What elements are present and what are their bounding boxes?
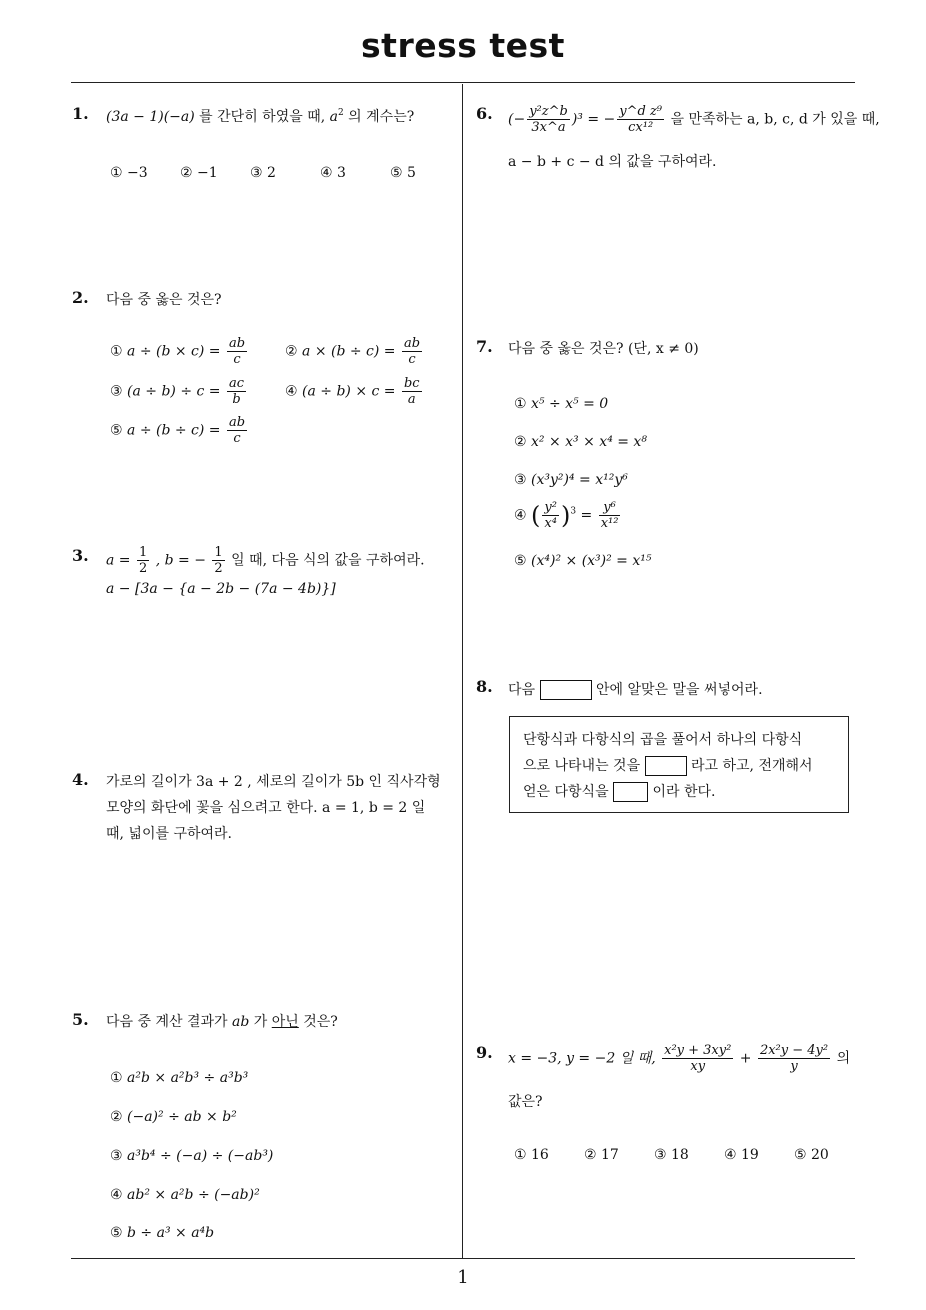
choice-3[interactable]: ③ a³b⁴ ÷ (−a) ÷ (−ab³) [110,1148,274,1164]
question-text: (3a − 1)(−a) 를 간단히 하였을 때, $a^2$ 의 계수는? [106,108,415,125]
answer-blank-1[interactable] [645,756,687,776]
choice-3[interactable]: ③ 2 [250,165,276,181]
definition-box [509,716,849,813]
question-number: 7. [476,337,493,356]
question-number: 5. [72,1010,89,1029]
choice-4[interactable]: ④ 19 [724,1147,759,1163]
question-line-1: 가로의 길이가 3a + 2 , 세로의 길이가 5b 인 직사각형 [106,774,441,790]
choice-1[interactable]: ① a ÷ (b × c) = $\frac{ab}{c}$ [110,336,246,367]
question-line-2: 값은? [508,1094,543,1110]
page-title: stress test [361,26,565,65]
question-text: a = $\frac{1}{2}$ , b = − $\frac{1}{2}$ 일 때, 다음 식의 값을 구하여라. [106,545,425,576]
choice-2[interactable]: ② 17 [584,1147,619,1163]
choice-1[interactable]: ① −3 [110,165,148,181]
question-number: 1. [72,104,89,123]
choice-5[interactable]: ⑤ (x⁴)² × (x³)² = x¹⁵ [514,553,652,569]
choice-3[interactable]: ③ (x³y²)⁴ = x¹²y⁶ [514,472,628,488]
question-text: 다음 중 옳은 것은? [106,292,222,308]
question-text: (− $\frac{\text{y²z\textasciicircum{}b}}{3x\^{}a}$ )³ = − $\frac{\text{y\textasciicircum{}d z⁹}}{\text{cx¹²}}$ 을 만족하는 a, b, c, d 가 있을 때, [508,104,880,135]
choice-2[interactable]: ② −1 [180,165,218,181]
top-rule [71,82,855,83]
question-line-2: a − b + c − d 의 값을 구하여라. [508,154,717,170]
question-text: 다음 중 옳은 것은? (단, x ≠ 0) [508,341,699,357]
choice-4[interactable]: ④ (a ÷ b) × c = $\frac{bc}{a}$ [285,376,420,407]
question-text: x = −3, y = −2 일 때, $\frac{\text{x²y + 3xy²}}{xy}$ + $\frac{\text{2x²y − 4y²}}{y}$ 의 [508,1043,851,1074]
question-line-2: 모양의 화단에 꽃을 심으려고 한다. a = 1, b = 2 일 [106,800,426,816]
choice-4[interactable]: ④ 3 [320,165,346,181]
question-text: 다음 안에 알맞은 말을 써넣어라. [508,682,763,698]
choice-2[interactable]: ② a × (b ÷ c) = $\frac{ab}{c}$ [285,336,421,367]
choice-5[interactable]: ⑤ a ÷ (b ÷ c) = $\frac{ab}{c}$ [110,415,246,446]
choice-1[interactable]: ① a²b × a²b³ ÷ a³b³ [110,1070,249,1086]
expression: a − [3a − {a − 2b − (7a − 4b)}] [106,581,336,597]
choice-4[interactable]: ④ ( $\frac{\text{y²}}{\text{x⁴}}$ )$^3$ = $\frac{\text{y⁶}}{\text{x¹²}}$ [514,500,619,531]
question-number: 2. [72,288,89,307]
question-line-3: 때, 넓이를 구하여라. [106,826,232,842]
box-line-2: 으로 나타내는 것을 라고 하고, 전개해서 [523,758,813,774]
choice-1[interactable]: ① 16 [514,1147,549,1163]
choice-3[interactable]: ③ (a ÷ b) ÷ c = $\frac{ac}{b}$ [110,376,245,407]
question-number: 8. [476,677,493,696]
bottom-rule [71,1258,855,1259]
choice-2[interactable]: ② (−a)² ÷ ab × b² [110,1109,237,1125]
choice-5[interactable]: ⑤ 20 [794,1147,829,1163]
answer-blank-2[interactable] [613,782,648,802]
choice-3[interactable]: ③ 18 [654,1147,689,1163]
choice-4[interactable]: ④ ab² × a²b ÷ (−ab)² [110,1187,260,1203]
choice-5[interactable]: ⑤ b ÷ a³ × a⁴b [110,1225,215,1241]
question-number: 9. [476,1043,493,1062]
box-line-1: 단항식과 다항식의 곱을 풀어서 하나의 다항식 [523,732,803,748]
column-divider [462,84,463,1258]
choice-2[interactable]: ② x² × x³ × x⁴ = x⁸ [514,434,647,450]
choice-1[interactable]: ① x⁵ ÷ x⁵ = 0 [514,396,609,412]
choice-5[interactable]: ⑤ 5 [390,165,416,181]
question-number: 3. [72,546,89,565]
question-number: 4. [72,770,89,789]
question-text: 다음 중 계산 결과가 ab 가 아닌 것은? [106,1014,338,1030]
question-number: 6. [476,104,493,123]
box-line-3: 얻은 다항식을 이라 한다. [523,784,716,800]
blank-box [540,680,592,700]
page-number: 1 [457,1267,469,1288]
